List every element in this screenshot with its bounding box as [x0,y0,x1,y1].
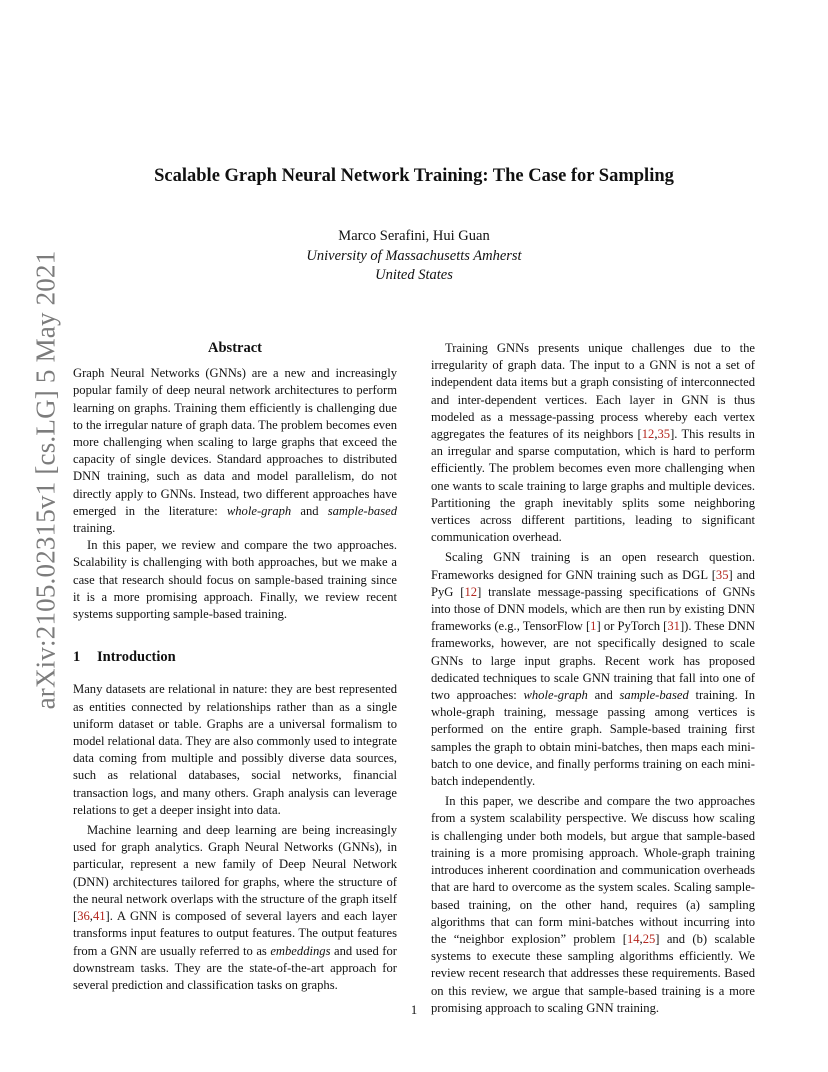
left-column [73,340,397,994]
citation-link[interactable]: 35 [657,427,671,442]
citation-link[interactable]: 35 [715,567,729,582]
right-paragraph-2: Scaling GNN training is an open research question. Frameworks designed for GNN training such as DGL [35] and PyG [12] translate message-passing specifications of GNNs into those of DNN models, which are then run by existing DNN frameworks (e.g., TensorFlow [1] or PyTorch [31]). These DNN frameworks, however, are not specifically designed to scale GNNs to large input graphs. Recent work has proposed dedicated techniques to scale GNN training that fall into one of two approaches: whole-graph and sample-based training. In whole-graph training, message passing among vertices is performed on the entire graph. Sample-based training first samples the graph to obtain mini-batches, then maps each mini-batch to one device, and finally performs training on each mini-batch independently. [431,550,756,789]
citation-link[interactable]: 41 [92,909,106,924]
abstract-heading: Abstract [208,340,262,356]
citation-link[interactable]: 12 [464,584,478,599]
citation-link[interactable]: 31 [667,619,680,634]
author-block [0,227,828,286]
citation-link[interactable]: 12 [641,427,655,442]
citation-link[interactable]: 36 [77,909,90,924]
paper-title: Scalable Graph Neural Network Training: The Case for Sampling [154,166,674,186]
arxiv-identifier: arXiv:2105.02315v1 [cs.LG] 5 May 2021 [30,250,61,710]
intro-paragraph-2: Machine learning and deep learning are being increasingly used for graph analytics. Graph Neural Networks (GNNs), in particular, represent a new family of Deep Neural Network (DNN) architectures tailored for graphs, where the structure of the neural network overlaps with the structure of the graph itself [36,41]. A GNN is composed of several layers and each layer transforms input features to output features. The output features from a GNN are usually referred to as embeddings and used for downstream tasks. They are the state-of-the-art approach for several prediction and classification tasks on graphs. [73,823,397,992]
citation-link[interactable]: 25 [642,931,656,946]
author-country: United States [375,267,453,283]
citation-link[interactable]: 1 [590,619,597,634]
page-number: 1 [410,1003,418,1017]
author-affiliation: University of Massachusetts Amherst [306,247,522,264]
author-names: Marco Serafini, Hui Guan [338,228,490,244]
abstract-paragraph-1: Graph Neural Networks (GNNs) are a new and increasingly popular family of deep neural network architectures to perform learning on graphs. Training them efficiently is challenging due to the irregular nature of graph data. The problem becomes even more challenging when scaling to large graphs that exceed the capacity of single devices. Standard approaches to distributed DNN training, such as data and model parallelism, do not directly apply to GNNs. Instead, two different approaches have emerged in the literature: whole-graph and sample-based training. [73,366,397,536]
abstract-paragraph-2: In this paper, we review and compare the two approaches. Scalability is challenging with both approaches, but we make a case that research should focus on sample-based training since it is a more promising approach. Finally, we review recent systems supporting sample-based training. [73,538,397,622]
citation-link[interactable]: 14 [626,931,640,946]
right-paragraph-3: In this paper, we describe and compare the two approaches from a system scalability perspective. We discuss how scaling is challenging under both models, but argue that sample-based training is a more promising approach. Whole-graph training introduces inherent coordination and communication overheads that are hard to overcome as the system scales. Scaling sample-based training, on the other hand, requires (a) sampling algorithms that can form mini-batches without incurring into the “neighbor explosion” problem [14,25] and (b) scalable systems to execute these sampling algorithms efficiently. We review recent research that addresses these requirements. Based on this review, we argue that sample-based training is a more promising approach to scaling GNN training. [431,794,755,1015]
intro-paragraph-1: Many datasets are relational in nature: they are best represented as entities connected by relationships rather than as a single uniform dataset or table. Graphs are a universal formalism to model relational data. They are also commonly used to integrate data coming from multiple and possibly diverse data sources, such as relational databases, social networks, financial transaction logs, and many others. Graph analysis can leverage relations to get a deeper insight into data. [73,682,397,817]
right-column [431,340,755,1017]
section-heading-introduction: 1 Introduction [73,649,176,666]
right-paragraph-1: Training GNNs presents unique challenges due to the irregularity of graph data. The input to a GNN is not a set of independent data items but a graph consisting of interconnected and inter-dependent vertices. Each layer in GNN is thus modeled as a message-passing process whereby each vertex aggregates the features of its neighbors [12,35]. This results in an irregular and sparse computation, which is hard to perform efficiently. The problem becomes even more challenging when one wants to scale training to large graphs and multiple devices. Partitioning the graph inevitably splits some neighboring vertices across different partitions, leading to significant communication overhead. [431,341,755,545]
